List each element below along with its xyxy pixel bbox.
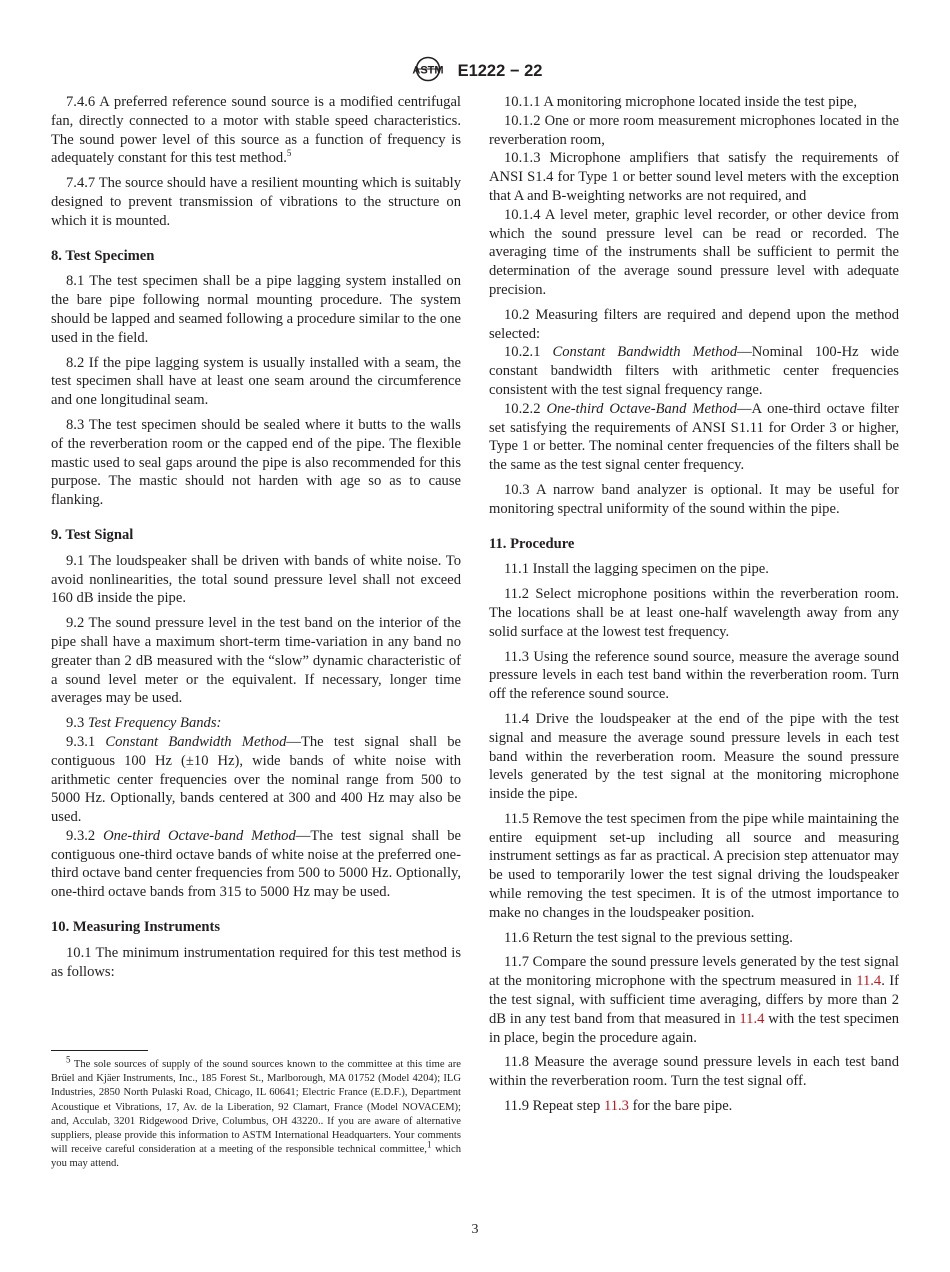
paragraph-11-6: 11.6 Return the test signal to the previous setting. — [504, 929, 793, 946]
paragraph-10-2: 10.2 Measuring filters are required and depend upon the method selected: — [489, 306, 899, 342]
xref-11-4-link[interactable]: 11.4 — [739, 1010, 765, 1027]
paragraph-9-1: 9.1 The loudspeaker shall be driven with bands of white noise. To avoid nonlinearities, the total sound pressure level shall not exceed 160 dB inside the pipe. — [51, 552, 461, 607]
logo-text: ASTM — [411, 64, 444, 77]
paragraph-8-2: 8.2 If the pipe lagging system is usually installed with a seam, the test specimen shall have at least one seam around the circumference and one longitudinal seam. — [51, 354, 461, 409]
section-heading-10: 10. Measuring Instruments — [51, 919, 221, 936]
paragraph-11-8: 11.8 Measure the average sound pressure levels in each test band within the reverberation room. Turn the test signal off. — [489, 1054, 899, 1090]
paragraph-9-3-2: 9.3.2 One-third Octave-band Method—The test signal shall be contiguous one-third octave bands of white noise at the preferred one-third octave band center frequencies from 500 to 5000 Hz. Optionally, one-third octave bands from 315 to 5000 Hz may be used. — [51, 827, 461, 901]
astm-logo-icon — [408, 56, 448, 87]
section-heading-9: 9. Test Signal — [51, 526, 134, 543]
paragraph-10-2-1: 10.2.1 Constant Bandwidth Method—Nominal 100-Hz wide constant bandwidth filters with arithmetic center frequencies consistent with the test signal frequency range. — [489, 344, 900, 398]
footnote-ref-5: 5 — [286, 148, 292, 159]
paragraph-10-1: 10.1 The minimum instrumentation required for this test method is as follows: — [51, 944, 461, 980]
right-column — [489, 93, 899, 1122]
paragraph-11-4: 11.4 Drive the loudspeaker at the end of the pipe with the test signal and measure the average sound pressure levels in each test band within the reverberation room. Measure the sound pressure levels generated by the test signal at the monitoring microphone inside the pipe. — [489, 710, 899, 803]
page-number: 3 — [471, 1222, 479, 1237]
footnote-5: $^5$ The sole sources of supply of the sound sources known to the committee at this time are Brüel and Kjäer Instruments, Inc., 185 Forest St., Marlborough, MA 01752 (Model 4204); ILG Industries, 2850 North Pulaski Road, Chicago, IL 60641; Electric France (E.D.F.), Department Acoustique et Vibrations, 17, Av. de la Liberation, 92 Clamart, France (Model NOVACEM); and, Acculab, 3201 Ridgewood Drive, Columbus, OH 43220.. If you are aware of alternative suppliers, please provide this information to ASTM International Headquarters. Your comments will receive careful consideration at a meeting of the responsible technical committee,$^1$ which you may attend. — [51, 1054, 461, 1170]
footnote-divider — [51, 1050, 148, 1051]
paragraph-9-3: 9.3 Test Frequency Bands: — [66, 715, 222, 732]
paragraph-10-1-2: 10.1.2 One or more room measurement microphones located in the reverberation room, — [489, 112, 899, 148]
xref-11-4-link[interactable]: 11.4 — [856, 973, 882, 990]
paragraph-10-1-1: 10.1.1 A monitoring microphone located inside the test pipe, — [504, 94, 858, 110]
designation: E1222 − 22 — [457, 62, 543, 80]
paragraph-7-4-7: 7.4.7 The source should have a resilient mounting which is suitably designed to prevent transmission of vibrations to the structure on which it is mounted. — [51, 175, 461, 229]
paragraph-9-3-1: 9.3.1 Constant Bandwidth Method—The test signal shall be contiguous 100 Hz (±10 Hz), wide bands of white noise with arithmetic center frequencies over the nominal range from 500 to 5000 Hz. Optionally, bands centered at 300 and 400 Hz may also be used. — [51, 733, 461, 826]
section-heading-11: 11. Procedure — [489, 535, 575, 552]
paragraph-10-3: 10.3 A narrow band analyzer is optional. It may be useful for monitoring spectral uniformity of the sound within the pipe. — [489, 481, 899, 517]
left-column — [51, 93, 461, 987]
section-heading-8: 8. Test Specimen — [51, 247, 155, 264]
page-header — [0, 56, 950, 87]
paragraph-8-3: 8.3 The test specimen should be sealed where it butts to the walls of the reverberation room or the capped end of the pipe. The flexible mastic used to seal gaps around the pipe is also recommended for this purpose. The mastic should not harden with age so as to cause flanking. — [51, 416, 461, 509]
paragraph-9-2: 9.2 The sound pressure level in the test band on the interior of the pipe shall have a maximum short-term time-variation in any band no greater than 2 dB measured with the “slow” dynamic characteristic of a sound level meter or the equivalent. If necessary, longer time averages may be used. — [51, 615, 461, 707]
paragraph-11-2: 11.2 Select microphone positions within the reverberation room. The locations shall be at least one-half wavelength away from any solid surface at the lowest test frequency. — [489, 586, 899, 640]
paragraph-11-1: 11.1 Install the lagging specimen on the pipe. — [504, 561, 769, 578]
paragraph-11-3: 11.3 Using the reference sound source, measure the average sound pressure levels in each test band within the reverberation room. Turn off the reference sound source. — [489, 648, 899, 703]
paragraph-8-1: 8.1 The test specimen shall be a pipe lagging system installed on the bare pipe following normal mounting procedure. The system should be lapped and seamed following a procedure similar to the one used in the field. — [51, 273, 461, 346]
paragraph-7-4-6: 7.4.6 A preferred reference sound source is a modified centrifugal fan, directly connected to a motor with stable speed characteristics. The sound power level of this source as a function of frequency is adequately constant for this test method.$^5$ — [51, 94, 461, 167]
paragraph-11-5: 11.5 Remove the test specimen from the pipe while maintaining the entire equipment set-up including all source and measuring instrument settings as far as practical. A precision step attenuator may be used to temporarily lower the test signal driving the loudspeaker while removing the test specimen. It is of the utmost importance to make no changes in the loudspeaker position. — [489, 810, 899, 921]
paragraph-10-1-4: 10.1.4 A level meter, graphic level recorder, or other device from which the sound pressure level can be read or recorded. The averaging time of the instruments shall be sufficient to permit the determination of the average sound pressure level with adequate precision. — [489, 206, 899, 298]
xref-11-3-link[interactable]: 11.3 — [603, 1098, 629, 1115]
paragraph-10-2-2: 10.2.2 One-third Octave-Band Method—A one-third octave filter set satisfying the requirements of ANSI S1.11 for Order 3 or higher, Type 1 or better. The nominal center frequencies of the filters shall be the same as the test signal center frequency. — [489, 400, 899, 474]
paragraph-11-9: 11.9 Repeat step 11.3 for the bare pipe. — [504, 1098, 733, 1115]
paragraph-10-1-3: 10.1.3 Microphone amplifiers that satisfy the requirements of ANSI S1.4 for Type 1 or better sound level meters with the exception that A and B-weighting networks are not required, and — [489, 150, 899, 204]
paragraph-11-7: 11.7 Compare the sound pressure levels generated by the test signal at the monitoring microphone with the spectrum measured in 11.4. If the test signal, with sufficient time averaging, differs by more than 2 dB in any test band from that measured in 11.4 with the test specimen in place, begin the procedure again. — [489, 954, 900, 1046]
